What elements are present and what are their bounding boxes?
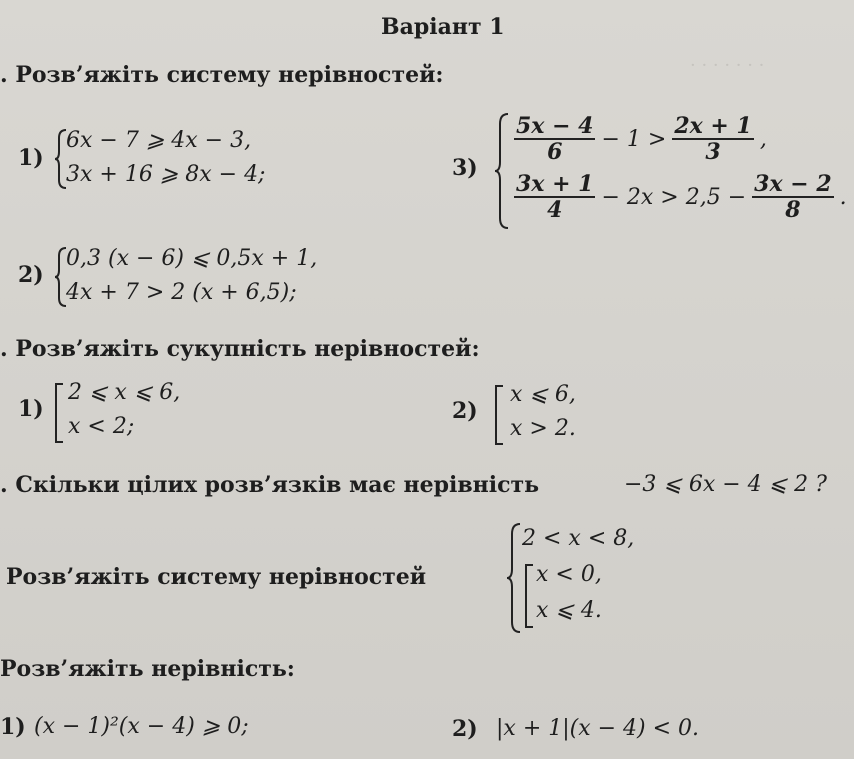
page-title: Варіант 1 [381, 14, 505, 40]
task1-item3-label: 3) [452, 155, 478, 181]
task4-text: Розв’яжіть систему нерівностей [6, 564, 427, 590]
task4-line3: x ⩽ 4. [536, 598, 602, 623]
fraction: $\frac{5x - 4}{6}$ [516, 113, 594, 165]
task5-heading: Розв’яжіть нерівність: [0, 656, 295, 682]
task4-brace [506, 522, 522, 634]
task3-text: . Скільки цілих розв’язків має нерівність [0, 472, 540, 498]
task4-line1: 2 < x < 8, [522, 526, 635, 551]
task1-heading: . Розв’яжіть систему нерівностей: [0, 62, 444, 88]
task2-item2-line1: x ⩽ 6, [510, 382, 576, 407]
task1-item1-line1: 6x − 7 ⩾ 4x − 3, [66, 128, 252, 153]
fraction: $\frac{3x - 2}{8}$ [754, 171, 832, 223]
task1-item1-label: 1) [18, 145, 44, 171]
task2-item2-bracket [494, 384, 504, 446]
task1-item2-line2: 4x + 7 > 2 (x + 6,5); [66, 280, 297, 305]
task5-item1-expression: (x − 1)²(x − 4) ⩾ 0; [34, 714, 249, 739]
bleed-through-text: · · · · · · · [690, 55, 765, 76]
fraction: $\frac{2x + 1}{3}$ [674, 113, 752, 165]
task5-item1-label: 1) [0, 714, 26, 740]
task1-item2-label: 2) [18, 262, 44, 288]
task2-item2-label: 2) [452, 398, 478, 424]
task2-heading: . Розв’яжіть сукупність нерівностей: [0, 336, 480, 362]
task2-item2-line2: x > 2. [510, 416, 576, 441]
task4-bracket [524, 563, 534, 629]
task1-item3-line1: $\frac{5x - 4}{6}$ − 1 > $\frac{2x + 1}{3}$ , [516, 113, 767, 165]
task3-expression: −3 ⩽ 6x − 4 ⩽ 2 ? [624, 472, 827, 497]
task5-item2-expression: |x + 1|(x − 4) < 0. [496, 716, 700, 741]
task5-item2-label: 2) [452, 716, 478, 742]
task4-line2: x < 0, [536, 562, 602, 587]
task1-item1-line2: 3x + 16 ⩾ 8x − 4; [66, 162, 266, 187]
task2-item1-line1: 2 ⩽ x ⩽ 6, [68, 380, 181, 405]
task1-item3-line2: $\frac{3x + 1}{4}$ − 2x > 2,5 − $\frac{3x - 2}{8}$ . [516, 171, 847, 223]
task2-item1-label: 1) [18, 396, 44, 422]
task2-item1-bracket [54, 382, 64, 444]
task1-item2-line1: 0,3 (x − 6) ⩽ 0,5x + 1, [66, 246, 318, 271]
task1-item3-brace [494, 112, 510, 230]
task2-item1-line2: x < 2; [68, 414, 135, 439]
fraction: $\frac{3x + 1}{4}$ [516, 171, 594, 223]
